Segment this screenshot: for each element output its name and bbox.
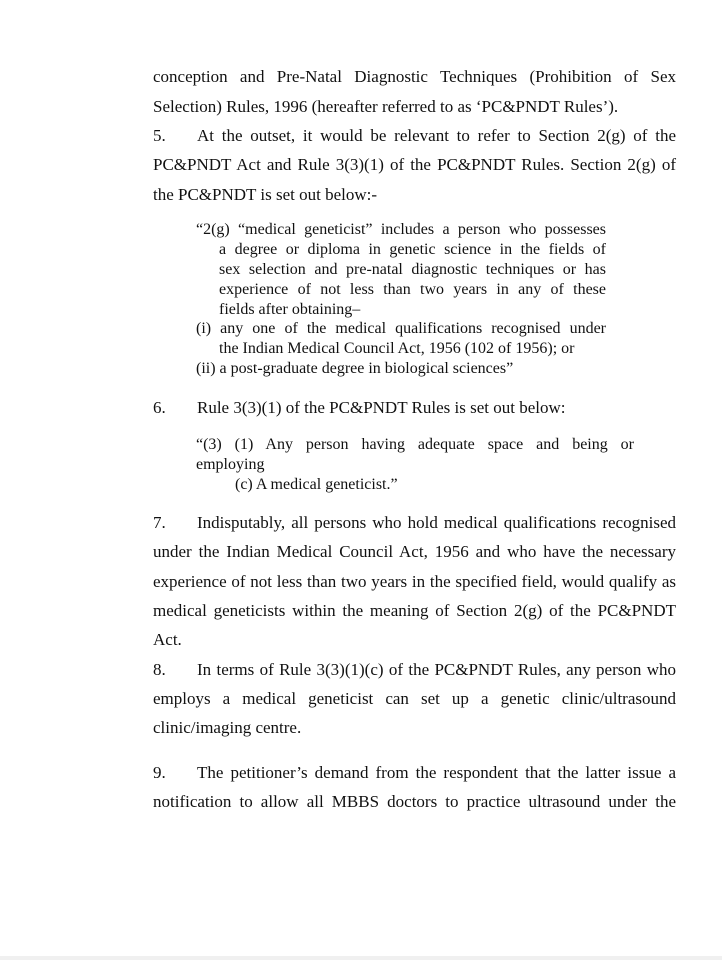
- paragraph-8-text-1: In terms of Rule 3(3)(1)(c) of the PC&PNDT Rules, any person who: [197, 660, 676, 679]
- quote-2g-line-1: “2(g) “medical geneticist” includes a person who possesses: [196, 221, 606, 238]
- quote-rule-line-1: “(3) (1) Any person having adequate space and being or: [196, 436, 634, 453]
- quote-rule-line-2: employing: [196, 456, 265, 473]
- paragraph-6-line-1: [153, 398, 676, 418]
- paragraph-5-line-3: the PC&PNDT is set out below:-: [153, 185, 377, 204]
- page-bottom-edge: [0, 956, 722, 960]
- paragraph-5-line-1: [153, 126, 676, 146]
- quote-2g-line-5: fields after obtaining–: [219, 301, 361, 318]
- paragraph-5-text-1: At the outset, it would be relevant to refer to Section 2(g) of the: [197, 126, 676, 145]
- paragraph-5-line-2: PC&PNDT Act and Rule 3(3)(1) of the PC&PNDT Rules. Section 2(g) of: [153, 155, 676, 174]
- paragraph-7-number: 7.: [153, 513, 166, 532]
- paragraph-9-text-1: The petitioner’s demand from the respondent that the latter issue a: [197, 763, 676, 782]
- paragraph-8-line-2: employs a medical geneticist can set up a genetic clinic/ultrasound: [153, 689, 676, 708]
- quote-2g-line-3: sex selection and pre-natal diagnostic techniques or has: [219, 261, 606, 278]
- paragraph-9-number: 9.: [153, 763, 166, 782]
- paragraph-7-line-1: [153, 513, 676, 533]
- paragraph-4-line-1: conception and Pre-Natal Diagnostic Techniques (Prohibition of Sex: [153, 67, 676, 86]
- paragraph-7-line-5: Act.: [153, 630, 182, 649]
- paragraph-9-line-1: [153, 763, 676, 783]
- paragraph-7-line-4: medical geneticists within the meaning of Section 2(g) of the PC&PNDT: [153, 601, 676, 620]
- paragraph-7-line-2: under the Indian Medical Council Act, 1956 and who have the necessary: [153, 542, 676, 561]
- quote-rule-line-3: (c) A medical geneticist.”: [235, 476, 398, 493]
- quote-2g-line-2: a degree or diploma in genetic science in the fields of: [219, 241, 606, 258]
- quote-2g-line-6: (i) any one of the medical qualifications recognised under: [196, 320, 606, 337]
- quote-2g-line-8: (ii) a post-graduate degree in biological sciences”: [196, 360, 514, 377]
- paragraph-8-number: 8.: [153, 660, 166, 679]
- quote-2g-line-4: experience of not less than two years in any of these: [219, 281, 606, 298]
- quote-2g-line-7: the Indian Medical Council Act, 1956 (102 of 1956); or: [219, 340, 575, 357]
- paragraph-8-line-3: clinic/imaging centre.: [153, 718, 302, 737]
- paragraph-7-line-3: experience of not less than two years in the specified field, would qualify as: [153, 572, 676, 591]
- paragraph-7-text-1: Indisputably, all persons who hold medical qualifications recognised: [197, 513, 676, 532]
- paragraph-9-line-2: notification to allow all MBBS doctors to practice ultrasound under the: [153, 792, 676, 811]
- paragraph-6-number: 6.: [153, 398, 166, 417]
- paragraph-4-line-2: Selection) Rules, 1996 (hereafter referred to as ‘PC&PNDT Rules’).: [153, 97, 619, 116]
- paragraph-6-text-1: Rule 3(3)(1) of the PC&PNDT Rules is set out below:: [197, 398, 566, 417]
- paragraph-8-line-1: [153, 660, 676, 680]
- paragraph-5-number: 5.: [153, 126, 166, 145]
